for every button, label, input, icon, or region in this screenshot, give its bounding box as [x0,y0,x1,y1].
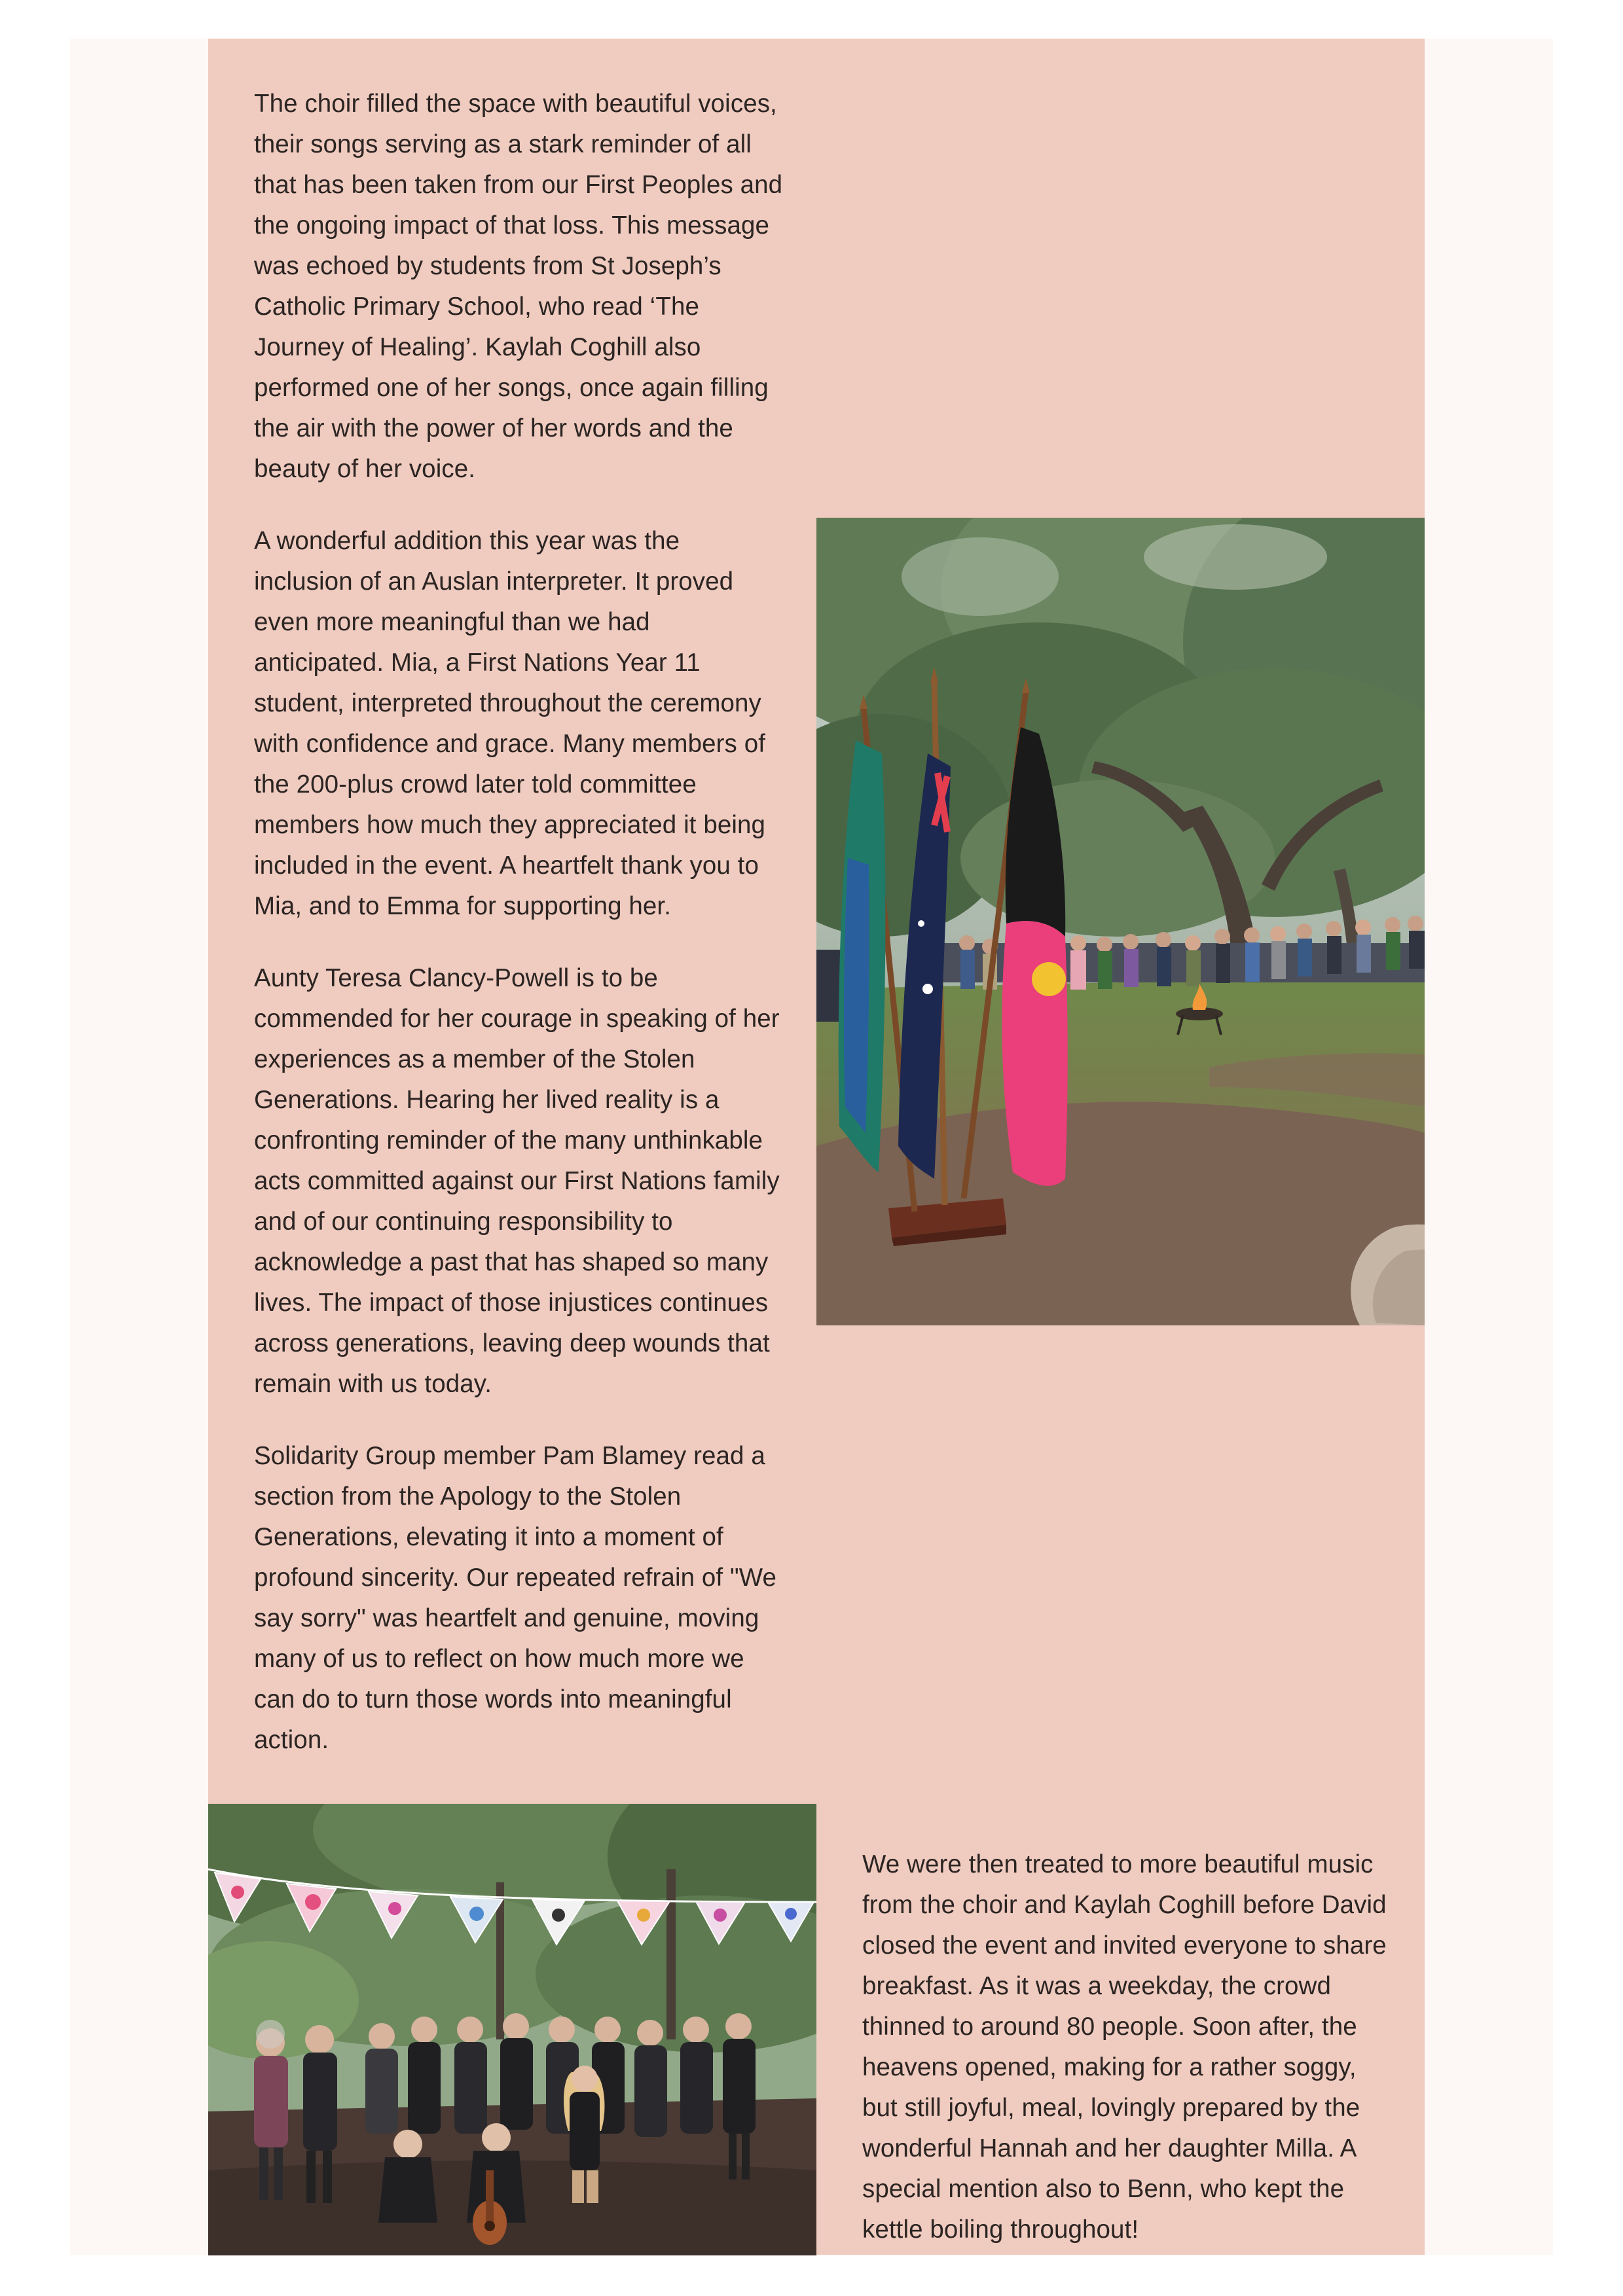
paragraph-auslan-interpreter: A wonderful addition this year was the inclusion of an Auslan interpreter. It proved even more meaningful than we had anticipated. Mia, a First Nations Year 11 student, interpreted throughout the ceremony with confidence and grace. Many members of the 200-plus crowd later told committee members how much they appreciated it being included in the event. A heartfelt thank you to Mia, and to Emma for supporting her. [254,527,766,920]
paragraph-aunty-teresa: Aunty Teresa Clancy-Powell is to be commended for her courage in speaking of her experiences as a member of the Stolen Generations. Hearing her lived reality is a confronting reminder of the many unthinkable acts committed against our First Nations family and of our continuing responsibility to acknowledge a past that has shaped so many lives. The impact of those injustices continues across generations, leaving deep wounds that remain with us today. [254,964,780,1398]
paragraph-breakfast: We were then treated to more beautiful music from the choir and Kaylah Coghill before David closed the event and invited everyone to share breakfast. As it was a weekday, the crowd thinned to around 80 people. Soon after, the heavens opened, making for a rather soggy, but still joyful, meal, lovingly prepared by the wonderful Hannah and her daughter Milla. A special mention also to Benn, who kept the kettle boiling throughout! [862,1850,1387,2244]
article-column-left [254,84,784,1761]
photo-flags-ceremony [816,518,1425,1325]
photo-choir-group [208,1804,816,2255]
article-column-right [862,1844,1393,2250]
paragraph-apology-reading: Solidarity Group member Pam Blamey read a section from the Apology to the Stolen Generations, elevating it into a moment of profound sincerity. Our repeated refrain of "We say sorry" was heartfelt and genuine, moving many of us to reflect on how much more we can do to turn those words into meaningful action. [254,1442,777,1754]
paragraph-choir: The choir filled the space with beautiful voices, their songs serving as a stark reminder of all that has been taken from our First Peoples and the ongoing impact of that loss. This message was echoed by students from St Joseph’s Catholic Primary School, who read ‘The Journey of Healing’. Kaylah Coghill also performed one of her songs, once again filling the air with the power of her words and the beauty of her voice. [254,90,783,483]
